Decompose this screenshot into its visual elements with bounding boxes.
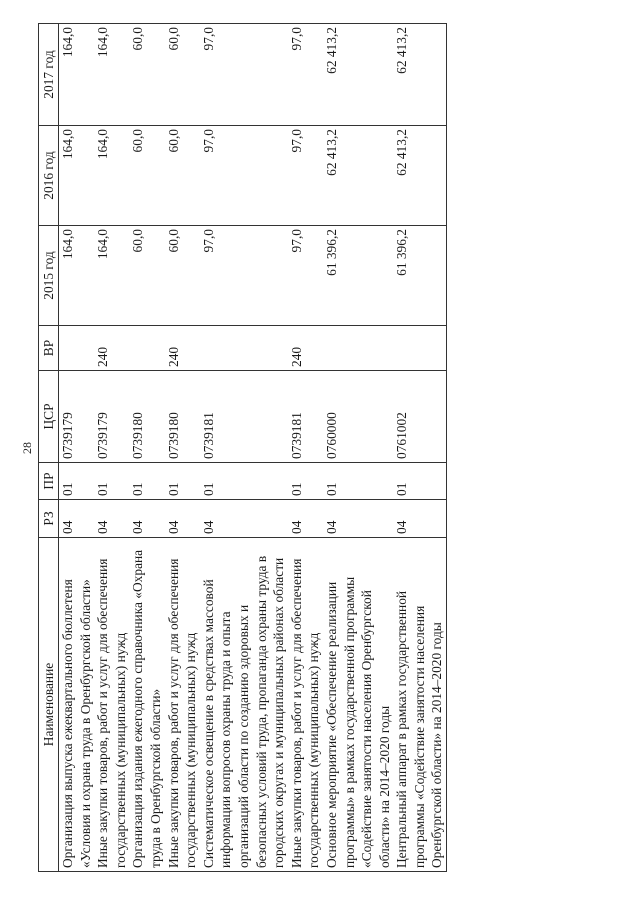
cell-rz: 04 (200, 500, 288, 538)
cell-name: Систематическое освещение в средствах массовой информации вопросов охраны труда и опыта организаций области по созданию здоровых и безопасных условий труда, пропаганда охраны труда в городских округах и муниципальных районах области (200, 538, 288, 872)
header-pr: ПР (39, 463, 59, 500)
cell-2015: 60,0 (129, 226, 164, 326)
cell-2016: 164,0 (94, 126, 129, 226)
cell-vr: 240 (94, 326, 129, 371)
cell-2015: 61 396,2 (393, 226, 446, 326)
cell-rz: 04 (323, 500, 393, 538)
table-row (129, 24, 164, 872)
cell-pr: 01 (59, 463, 95, 500)
cell-csr: 0739180 (129, 371, 164, 463)
cell-2017: 62 413,2 (323, 24, 393, 126)
cell-2017: 97,0 (200, 24, 288, 126)
cell-vr (59, 326, 95, 371)
cell-name: Иные закупки товаров, работ и услуг для обеспечения государственных (муниципальных) нужд (165, 538, 200, 872)
cell-rz: 04 (59, 500, 95, 538)
table-row (393, 24, 446, 872)
cell-vr: 240 (165, 326, 200, 371)
cell-vr (393, 326, 446, 371)
cell-2017: 164,0 (94, 24, 129, 126)
cell-2015: 97,0 (200, 226, 288, 326)
header-2015: 2015 год (39, 226, 59, 326)
cell-rz: 04 (129, 500, 164, 538)
table-row (165, 24, 200, 872)
cell-name: Иные закупки товаров, работ и услуг для обеспечения государственных (муниципальных) нужд (288, 538, 323, 872)
header-rz: РЗ (39, 500, 59, 538)
cell-name: Основное мероприятие «Обеспечение реализации программы» в рамках государственной программы «Содействие занятости населения Оренбургской области» на 2014–2020 годы (323, 538, 393, 872)
cell-2016: 60,0 (129, 126, 164, 226)
cell-2016: 60,0 (165, 126, 200, 226)
cell-vr (323, 326, 393, 371)
cell-csr: 0739181 (200, 371, 288, 463)
cell-pr: 01 (165, 463, 200, 500)
cell-pr: 01 (200, 463, 288, 500)
table-row (323, 24, 393, 872)
cell-pr: 01 (323, 463, 393, 500)
header-csr: ЦСР (39, 371, 59, 463)
cell-2016: 97,0 (288, 126, 323, 226)
cell-name: Центральный аппарат в рамках государственной программы «Содействие занятости населения Оренбургской области» на 2014–2020 годы (393, 538, 446, 872)
cell-2016: 62 413,2 (323, 126, 393, 226)
budget-table (38, 23, 447, 872)
cell-csr: 0739179 (94, 371, 129, 463)
cell-2015: 164,0 (59, 226, 95, 326)
cell-pr: 01 (393, 463, 446, 500)
cell-2016: 164,0 (59, 126, 95, 226)
cell-2015: 61 396,2 (323, 226, 393, 326)
cell-2015: 164,0 (94, 226, 129, 326)
cell-2017: 97,0 (288, 24, 323, 126)
cell-csr: 0739181 (288, 371, 323, 463)
cell-rz: 04 (288, 500, 323, 538)
cell-rz: 04 (393, 500, 446, 538)
header-2017: 2017 год (39, 24, 59, 126)
cell-2017: 60,0 (129, 24, 164, 126)
cell-2016: 62 413,2 (393, 126, 446, 226)
cell-pr: 01 (94, 463, 129, 500)
table-row (94, 24, 129, 872)
cell-vr (129, 326, 164, 371)
cell-csr: 0760000 (323, 371, 393, 463)
cell-name: Организация издания ежегодного справочника «Охрана труда в Оренбургской области» (129, 538, 164, 872)
header-vr: ВР (39, 326, 59, 371)
header-name: Наименование (39, 538, 59, 872)
cell-2017: 62 413,2 (393, 24, 446, 126)
cell-2015: 60,0 (165, 226, 200, 326)
table-row (200, 24, 288, 872)
header-2016: 2016 год (39, 126, 59, 226)
cell-2016: 97,0 (200, 126, 288, 226)
cell-pr: 01 (129, 463, 164, 500)
cell-csr: 0761002 (393, 371, 446, 463)
rotated-page-content (20, 24, 600, 872)
cell-vr: 240 (288, 326, 323, 371)
cell-2015: 97,0 (288, 226, 323, 326)
cell-name: Организация выпуска ежеквартального бюллетеня «Условия и охрана труда в Оренбургской области» (59, 538, 95, 872)
cell-pr: 01 (288, 463, 323, 500)
cell-csr: 0739180 (165, 371, 200, 463)
cell-2017: 60,0 (165, 24, 200, 126)
cell-name: Иные закупки товаров, работ и услуг для обеспечения государственных (муниципальных) нужд (94, 538, 129, 872)
table-row (288, 24, 323, 872)
page-number: 28 (20, 442, 34, 454)
cell-vr (200, 326, 288, 371)
cell-rz: 04 (94, 500, 129, 538)
table-header-row (39, 24, 59, 872)
cell-rz: 04 (165, 500, 200, 538)
table-row (59, 24, 95, 872)
cell-csr: 0739179 (59, 371, 95, 463)
cell-2017: 164,0 (59, 24, 95, 126)
